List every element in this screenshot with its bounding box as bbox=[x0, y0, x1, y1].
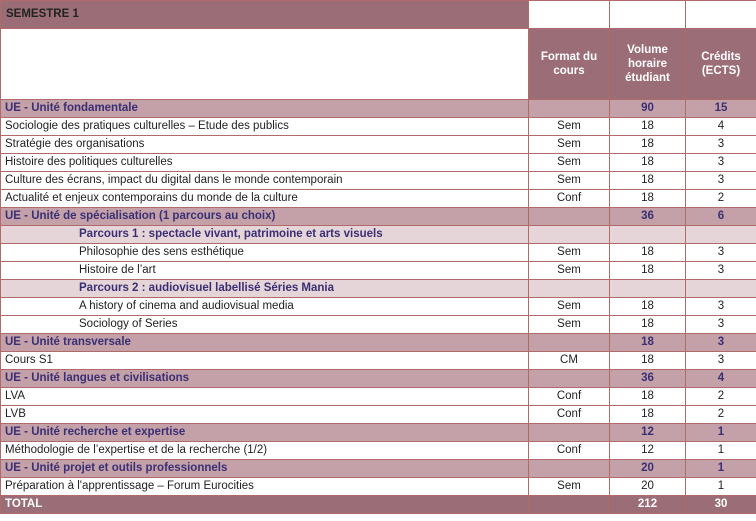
title-blank-cell bbox=[529, 1, 610, 29]
row-volume: 18 bbox=[610, 334, 686, 352]
course-row bbox=[1, 190, 756, 208]
row-volume: 18 bbox=[610, 316, 686, 334]
row-credits: 4 bbox=[686, 118, 756, 136]
row-credits: 3 bbox=[686, 136, 756, 154]
row-credits: 3 bbox=[686, 262, 756, 280]
row-credits bbox=[686, 226, 756, 244]
row-credits: 1 bbox=[686, 460, 756, 478]
row-label: Culture des écrans, impact du digital dans le monde contemporain bbox=[1, 172, 529, 190]
row-label: UE - Unité recherche et expertise bbox=[1, 424, 529, 442]
row-volume: 18 bbox=[610, 172, 686, 190]
total-row bbox=[1, 496, 756, 514]
row-label: Histoire des politiques culturelles bbox=[1, 154, 529, 172]
row-label: UE - Unité projet et outils professionnels bbox=[1, 460, 529, 478]
row-label: Histoire de l’art bbox=[1, 262, 529, 280]
row-format: Conf bbox=[529, 442, 610, 460]
total-volume: 212 bbox=[610, 496, 686, 514]
row-format bbox=[529, 460, 610, 478]
row-credits: 3 bbox=[686, 172, 756, 190]
row-volume: 18 bbox=[610, 136, 686, 154]
row-volume: 18 bbox=[610, 262, 686, 280]
total-format bbox=[529, 496, 610, 514]
row-volume: 12 bbox=[610, 424, 686, 442]
row-volume: 18 bbox=[610, 388, 686, 406]
row-label: Stratégie des organisations bbox=[1, 136, 529, 154]
row-volume: 18 bbox=[610, 190, 686, 208]
row-label: LVB bbox=[1, 406, 529, 424]
total-credits: 30 bbox=[686, 496, 756, 514]
row-credits: 3 bbox=[686, 316, 756, 334]
row-label: Méthodologie de l’expertise et de la recherche (1/2) bbox=[1, 442, 529, 460]
course-row bbox=[1, 478, 756, 496]
row-label: Parcours 2 : audiovisuel labellisé Séries Mania bbox=[1, 280, 529, 298]
parcours-row bbox=[1, 280, 756, 298]
ue-row bbox=[1, 460, 756, 478]
row-credits bbox=[686, 280, 756, 298]
title-blank-cell bbox=[686, 1, 756, 29]
row-credits: 3 bbox=[686, 244, 756, 262]
row-label: Parcours 1 : spectacle vivant, patrimoine et arts visuels bbox=[1, 226, 529, 244]
course-row bbox=[1, 316, 756, 334]
header-row bbox=[1, 29, 756, 100]
course-row bbox=[1, 388, 756, 406]
row-format: Sem bbox=[529, 316, 610, 334]
row-volume: 20 bbox=[610, 478, 686, 496]
row-format: Sem bbox=[529, 118, 610, 136]
title-row bbox=[1, 1, 756, 29]
course-row bbox=[1, 118, 756, 136]
row-volume: 18 bbox=[610, 406, 686, 424]
row-volume bbox=[610, 280, 686, 298]
row-volume: 18 bbox=[610, 244, 686, 262]
row-label: Cours S1 bbox=[1, 352, 529, 370]
ue-row bbox=[1, 334, 756, 352]
row-volume: 20 bbox=[610, 460, 686, 478]
row-volume: 36 bbox=[610, 208, 686, 226]
parcours-row bbox=[1, 226, 756, 244]
course-row bbox=[1, 154, 756, 172]
row-format: Sem bbox=[529, 172, 610, 190]
course-row bbox=[1, 352, 756, 370]
row-label: UE - Unité de spécialisation (1 parcours au choix) bbox=[1, 208, 529, 226]
row-label: UE - Unité fondamentale bbox=[1, 100, 529, 118]
row-format: Sem bbox=[529, 478, 610, 496]
ue-row bbox=[1, 370, 756, 388]
row-label: Philosophie des sens esthétique bbox=[1, 244, 529, 262]
row-format bbox=[529, 334, 610, 352]
row-format bbox=[529, 280, 610, 298]
row-credits: 2 bbox=[686, 406, 756, 424]
row-credits: 3 bbox=[686, 334, 756, 352]
row-credits: 15 bbox=[686, 100, 756, 118]
row-label: LVA bbox=[1, 388, 529, 406]
ue-row bbox=[1, 208, 756, 226]
header-format: Format du cours bbox=[529, 29, 610, 100]
row-volume: 18 bbox=[610, 352, 686, 370]
row-label: Préparation à l'apprentissage – Forum Eurocities bbox=[1, 478, 529, 496]
row-label: Sociology of Series bbox=[1, 316, 529, 334]
row-credits: 3 bbox=[686, 154, 756, 172]
row-volume: 18 bbox=[610, 118, 686, 136]
header-volume: Volume horaire étudiant bbox=[610, 29, 686, 100]
course-row bbox=[1, 136, 756, 154]
row-format: Conf bbox=[529, 388, 610, 406]
ue-row bbox=[1, 100, 756, 118]
total-label: TOTAL bbox=[1, 496, 529, 514]
row-credits: 2 bbox=[686, 388, 756, 406]
row-label: Actualité et enjeux contemporains du monde de la culture bbox=[1, 190, 529, 208]
header-blank-cell bbox=[1, 29, 529, 100]
row-format: Sem bbox=[529, 262, 610, 280]
title-blank-cell bbox=[610, 1, 686, 29]
row-volume: 12 bbox=[610, 442, 686, 460]
row-credits: 2 bbox=[686, 190, 756, 208]
course-row bbox=[1, 406, 756, 424]
row-format: Sem bbox=[529, 154, 610, 172]
row-label: Sociologie des pratiques culturelles – Etude des publics bbox=[1, 118, 529, 136]
row-volume: 18 bbox=[610, 298, 686, 316]
row-credits: 6 bbox=[686, 208, 756, 226]
row-volume: 18 bbox=[610, 154, 686, 172]
row-format: CM bbox=[529, 352, 610, 370]
row-label: A history of cinema and audiovisual media bbox=[1, 298, 529, 316]
row-credits: 4 bbox=[686, 370, 756, 388]
row-format bbox=[529, 370, 610, 388]
row-format bbox=[529, 208, 610, 226]
header-credits: Crédits (ECTS) bbox=[686, 29, 756, 100]
semester-title: SEMESTRE 1 bbox=[1, 1, 529, 29]
row-label: UE - Unité transversale bbox=[1, 334, 529, 352]
course-row bbox=[1, 262, 756, 280]
row-format: Conf bbox=[529, 190, 610, 208]
row-format: Sem bbox=[529, 136, 610, 154]
row-format bbox=[529, 100, 610, 118]
row-volume bbox=[610, 226, 686, 244]
row-volume: 90 bbox=[610, 100, 686, 118]
row-format: Sem bbox=[529, 244, 610, 262]
row-credits: 1 bbox=[686, 478, 756, 496]
row-format bbox=[529, 226, 610, 244]
row-format bbox=[529, 424, 610, 442]
course-row bbox=[1, 298, 756, 316]
course-row bbox=[1, 244, 756, 262]
row-credits: 3 bbox=[686, 352, 756, 370]
course-row bbox=[1, 172, 756, 190]
row-format: Sem bbox=[529, 298, 610, 316]
course-row bbox=[1, 442, 756, 460]
row-volume: 36 bbox=[610, 370, 686, 388]
row-credits: 1 bbox=[686, 442, 756, 460]
ue-row bbox=[1, 424, 756, 442]
row-format: Conf bbox=[529, 406, 610, 424]
row-credits: 1 bbox=[686, 424, 756, 442]
row-label: UE - Unité langues et civilisations bbox=[1, 370, 529, 388]
row-credits: 3 bbox=[686, 298, 756, 316]
